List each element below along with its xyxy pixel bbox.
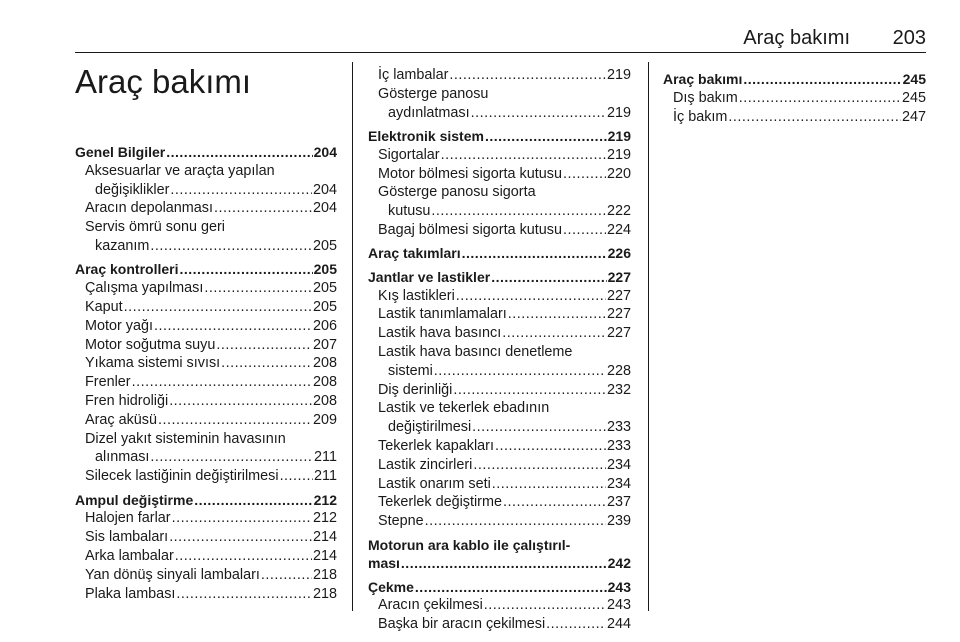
toc-entry[interactable] xyxy=(368,305,631,324)
dot-leader xyxy=(172,509,312,528)
toc-entry-continued[interactable] xyxy=(368,202,631,221)
toc-page-number: 204 xyxy=(312,200,337,217)
toc-entry-title: Tekerlek kapakları xyxy=(378,437,494,454)
toc-entry-title: Jantlar ve lastikler xyxy=(368,268,491,285)
toc-entry-continued[interactable] xyxy=(368,104,631,123)
toc-entry[interactable] xyxy=(663,89,926,108)
toc-column-1 xyxy=(75,143,337,603)
dot-leader xyxy=(492,475,606,494)
toc-entry-title: Diş derinliği xyxy=(378,381,453,398)
toc-entry-title: kazanım xyxy=(95,237,150,254)
toc-entry[interactable] xyxy=(75,509,337,528)
toc-page-number: 228 xyxy=(606,362,631,379)
toc-entry-title: Frenler xyxy=(85,374,131,391)
toc-page-number: 237 xyxy=(606,494,631,511)
toc-page-number: 212 xyxy=(313,491,337,508)
toc-entry-title[interactable]: Servis ömrü sonu geri xyxy=(85,219,225,236)
toc-entry[interactable] xyxy=(75,547,337,566)
dot-leader xyxy=(179,260,312,279)
toc-entry-continued[interactable] xyxy=(368,418,631,437)
toc-entry[interactable] xyxy=(368,221,631,240)
dot-leader xyxy=(166,143,312,162)
toc-entry-title: Sigortalar xyxy=(378,146,440,163)
dot-leader xyxy=(431,202,606,221)
toc-entry[interactable] xyxy=(75,411,337,430)
dot-leader xyxy=(453,381,606,400)
toc-page-number: 219 xyxy=(606,67,631,83)
dot-leader xyxy=(728,108,901,127)
toc-page-number: 226 xyxy=(607,245,631,262)
toc-entry-title: Silecek lastiğinin değiştirilmesi xyxy=(85,468,279,485)
dot-leader xyxy=(132,373,312,392)
dot-leader xyxy=(462,244,607,263)
toc-entry[interactable] xyxy=(368,165,631,184)
toc-entry-continued[interactable] xyxy=(75,448,337,467)
dot-leader xyxy=(441,146,606,165)
toc-page-number: 219 xyxy=(607,127,631,144)
dot-leader xyxy=(491,268,606,287)
toc-entry-title: Yan dönüş sinyali lambaları xyxy=(85,566,260,583)
toc-entry-title: Motor yağı xyxy=(85,317,153,334)
toc-entry[interactable] xyxy=(75,199,337,218)
dot-leader xyxy=(739,89,901,108)
dot-leader xyxy=(158,411,312,430)
toc-entry-title[interactable]: Gösterge panosu xyxy=(378,85,489,102)
header-page-number: 203 xyxy=(892,27,926,49)
toc-page-number: 233 xyxy=(606,437,631,454)
toc-entry-title: Çekme xyxy=(368,578,414,595)
toc-entry[interactable] xyxy=(75,279,337,298)
toc-page-number: 227 xyxy=(606,287,631,304)
toc-page-number: 219 xyxy=(606,104,631,121)
toc-page-number: 218 xyxy=(312,566,337,583)
toc-column-2 xyxy=(368,66,631,634)
dot-leader xyxy=(169,528,312,547)
toc-page-number: 212 xyxy=(312,510,337,527)
dot-leader xyxy=(280,467,313,486)
dot-leader xyxy=(204,279,312,298)
toc-section-entry[interactable] xyxy=(75,491,337,510)
dot-leader xyxy=(484,596,606,615)
toc-page-number: 245 xyxy=(901,89,926,106)
toc-entry-title: ması xyxy=(368,555,400,572)
toc-page-number: 218 xyxy=(312,585,337,602)
toc-entry-title: Kaput xyxy=(85,298,123,315)
toc-entry-continued[interactable] xyxy=(75,237,337,256)
toc-entry-title: Halojen farlar xyxy=(85,510,171,527)
dot-leader xyxy=(214,199,312,218)
toc-page-number: 205 xyxy=(312,280,337,297)
toc-entry[interactable] xyxy=(368,324,631,343)
toc-page-number: 204 xyxy=(312,181,337,198)
toc-page-number: 219 xyxy=(606,146,631,163)
dot-leader xyxy=(546,615,606,634)
toc-section-entry[interactable] xyxy=(368,268,631,287)
toc-page-number: 227 xyxy=(606,306,631,323)
toc-entry[interactable] xyxy=(75,528,337,547)
toc-entry-title: Genel Bilgiler xyxy=(75,144,166,160)
toc-entry-title[interactable]: Lastik hava basıncı denetleme xyxy=(378,343,573,360)
dot-leader xyxy=(495,437,606,456)
toc-page-number: 234 xyxy=(606,456,631,473)
toc-page-number: 208 xyxy=(312,355,337,372)
dot-leader xyxy=(194,491,312,510)
chapter-title: Araç bakımı xyxy=(75,63,252,100)
toc-entry-title: Çalışma yapılması xyxy=(85,280,204,297)
toc-entry-title: Kış lastikleri xyxy=(378,287,455,304)
toc-entry-title: kutusu xyxy=(388,203,431,220)
toc-page-number: 214 xyxy=(312,529,337,546)
toc-page-number: 244 xyxy=(606,616,631,633)
toc-entry[interactable] xyxy=(368,437,631,456)
toc-entry-continued[interactable] xyxy=(75,181,337,200)
toc-entry-title: değişiklikler xyxy=(95,181,170,198)
toc-entry[interactable] xyxy=(368,456,631,475)
toc-entry-title: Sis lambaları xyxy=(85,529,169,546)
toc-page-number: 211 xyxy=(314,449,337,466)
toc-entry[interactable] xyxy=(75,373,337,392)
toc-entry[interactable] xyxy=(75,467,337,486)
toc-page-number: 211 xyxy=(314,468,337,485)
dot-leader xyxy=(170,181,312,200)
toc-page-number: 242 xyxy=(607,555,631,572)
toc-entry-title: Plaka lambası xyxy=(85,585,176,602)
toc-entry-title: Fren hidroliği xyxy=(85,392,169,409)
dot-leader xyxy=(508,305,606,324)
dot-leader xyxy=(154,317,312,336)
dot-leader xyxy=(169,392,312,411)
toc-entry-title: Ampul değiştirme xyxy=(75,491,194,508)
header-title: Araç bakımı xyxy=(743,27,850,49)
toc-entry-title: Başka bir aracın çekilmesi xyxy=(378,616,546,633)
toc-page-number: 233 xyxy=(606,419,631,436)
toc-entry-title: Stepne xyxy=(378,513,424,530)
toc-entry[interactable] xyxy=(75,336,337,355)
dot-leader xyxy=(150,448,313,467)
toc-entry[interactable] xyxy=(75,392,337,411)
toc-page-number: 227 xyxy=(606,325,631,342)
toc-entry-title[interactable]: Gösterge panosu sigorta xyxy=(378,184,536,201)
dot-leader xyxy=(743,70,901,89)
toc-entry-title: Araç aküsü xyxy=(85,411,157,428)
toc-page-number: 209 xyxy=(312,411,337,428)
dot-leader xyxy=(456,287,606,306)
toc-page-number: 234 xyxy=(606,475,631,492)
toc-page-number: 227 xyxy=(607,268,631,285)
toc-entry[interactable] xyxy=(368,615,631,634)
dot-leader xyxy=(563,165,606,184)
toc-section-entry[interactable] xyxy=(75,143,337,162)
toc-entry[interactable] xyxy=(368,596,631,615)
dot-leader xyxy=(401,554,607,573)
dot-leader xyxy=(221,354,312,373)
dot-leader xyxy=(472,418,606,437)
toc-section-entry-continued[interactable] xyxy=(368,554,631,573)
dot-leader xyxy=(502,324,606,343)
toc-entry-title: Lastik tanımlamaları xyxy=(378,306,507,323)
toc-page-number: 243 xyxy=(607,578,631,595)
toc-entry[interactable] xyxy=(368,475,631,494)
toc-column-3 xyxy=(663,70,926,126)
toc-page-number: 208 xyxy=(312,392,337,409)
toc-entry-title: Motor soğutma suyu xyxy=(85,336,216,353)
toc-entry[interactable] xyxy=(75,298,337,317)
toc-page-number: 232 xyxy=(606,381,631,398)
toc-entry-title: alınması xyxy=(95,449,150,466)
toc-page-number: 208 xyxy=(312,374,337,391)
dot-leader xyxy=(261,566,312,585)
dot-leader xyxy=(425,512,606,531)
toc-entry-title: İç lambalar xyxy=(378,67,449,83)
dot-leader xyxy=(563,221,606,240)
dot-leader xyxy=(175,547,312,566)
toc-page-number: 206 xyxy=(312,317,337,334)
toc-entry-title: Aracın depolanması xyxy=(85,200,213,217)
toc-entry[interactable] xyxy=(75,317,337,336)
toc-entry-title: Tekerlek değiştirme xyxy=(378,494,502,511)
toc-page-number: 205 xyxy=(312,237,337,254)
toc-entry-title: sistemi xyxy=(388,362,433,379)
dot-leader xyxy=(176,585,312,604)
toc-page-number: 204 xyxy=(313,144,337,160)
toc-entry-continued[interactable] xyxy=(368,362,631,381)
dot-leader xyxy=(150,237,312,256)
toc-entry[interactable] xyxy=(75,566,337,585)
toc-entry-title: Bagaj bölmesi sigorta kutusu xyxy=(378,221,562,238)
toc-page-number: 214 xyxy=(312,547,337,564)
dot-leader xyxy=(485,127,607,146)
toc-entry-title: Lastik onarım seti xyxy=(378,475,491,492)
toc-entry[interactable] xyxy=(368,381,631,400)
toc-page-number: 220 xyxy=(606,165,631,182)
toc-page-number: 239 xyxy=(606,513,631,530)
toc-page-number: 205 xyxy=(313,261,337,278)
dot-leader xyxy=(216,336,312,355)
toc-entry-title: Lastik hava basıncı xyxy=(378,325,502,342)
toc-entry-title: İç bakım xyxy=(673,108,728,125)
toc-section-entry[interactable] xyxy=(368,127,631,146)
running-header xyxy=(75,26,926,50)
toc-entry-title: Elektronik sistem xyxy=(368,127,484,144)
toc-entry[interactable] xyxy=(368,512,631,531)
column-divider xyxy=(648,62,649,611)
toc-section-entry[interactable] xyxy=(75,260,337,279)
header-rule xyxy=(75,52,926,53)
toc-page-number: 243 xyxy=(606,597,631,614)
toc-entry[interactable] xyxy=(663,108,926,127)
column-divider xyxy=(352,62,353,611)
dot-leader xyxy=(124,298,312,317)
toc-entry-title: Dış bakım xyxy=(673,89,738,106)
toc-entry[interactable] xyxy=(75,354,337,373)
dot-leader xyxy=(471,104,606,123)
toc-entry-title: değiştirilmesi xyxy=(388,419,472,436)
toc-page-number: 245 xyxy=(902,71,926,87)
toc-entry-title: aydınlatması xyxy=(388,104,470,121)
toc-page-number: 205 xyxy=(312,298,337,315)
toc-entry[interactable] xyxy=(368,287,631,306)
toc-entry[interactable] xyxy=(368,493,631,512)
dot-leader xyxy=(415,578,607,597)
toc-entry-title[interactable]: Dizel yakıt sisteminin havasının xyxy=(85,430,286,447)
toc-entry-title: Arka lambalar xyxy=(85,547,174,564)
toc-section-entry[interactable] xyxy=(663,70,926,89)
toc-page-number: 247 xyxy=(901,108,926,125)
dot-leader xyxy=(473,456,606,475)
dot-leader xyxy=(434,362,606,381)
toc-entry-title[interactable]: Aksesuarlar ve araçta yapılan xyxy=(85,162,275,179)
toc-entry-title: Yıkama sistemi sıvısı xyxy=(85,355,221,372)
toc-entry-title: Lastik zincirleri xyxy=(378,456,473,473)
toc-entry-title: Araç bakımı xyxy=(663,71,743,87)
toc-entry[interactable] xyxy=(368,66,631,85)
toc-section-entry[interactable] xyxy=(368,244,631,263)
toc-entry-title: Araç kontrolleri xyxy=(75,261,179,278)
toc-section-heading[interactable]: Motorun ara kablo ile çalıştırıl- xyxy=(368,536,571,553)
toc-page-number: 224 xyxy=(606,221,631,238)
toc-entry-title: Motor bölmesi sigorta kutusu xyxy=(378,165,562,182)
toc-page-number: 222 xyxy=(606,203,631,220)
toc-page-number: 207 xyxy=(312,336,337,353)
toc-entry-title: Araç takımları xyxy=(368,245,461,262)
toc-entry-title[interactable]: Lastik ve tekerlek ebadının xyxy=(378,400,550,417)
toc-entry[interactable] xyxy=(368,146,631,165)
toc-entry-title: Aracın çekilmesi xyxy=(378,597,483,614)
toc-entry[interactable] xyxy=(75,585,337,604)
dot-leader xyxy=(449,66,606,85)
toc-section-entry[interactable] xyxy=(368,578,631,597)
dot-leader xyxy=(503,493,606,512)
